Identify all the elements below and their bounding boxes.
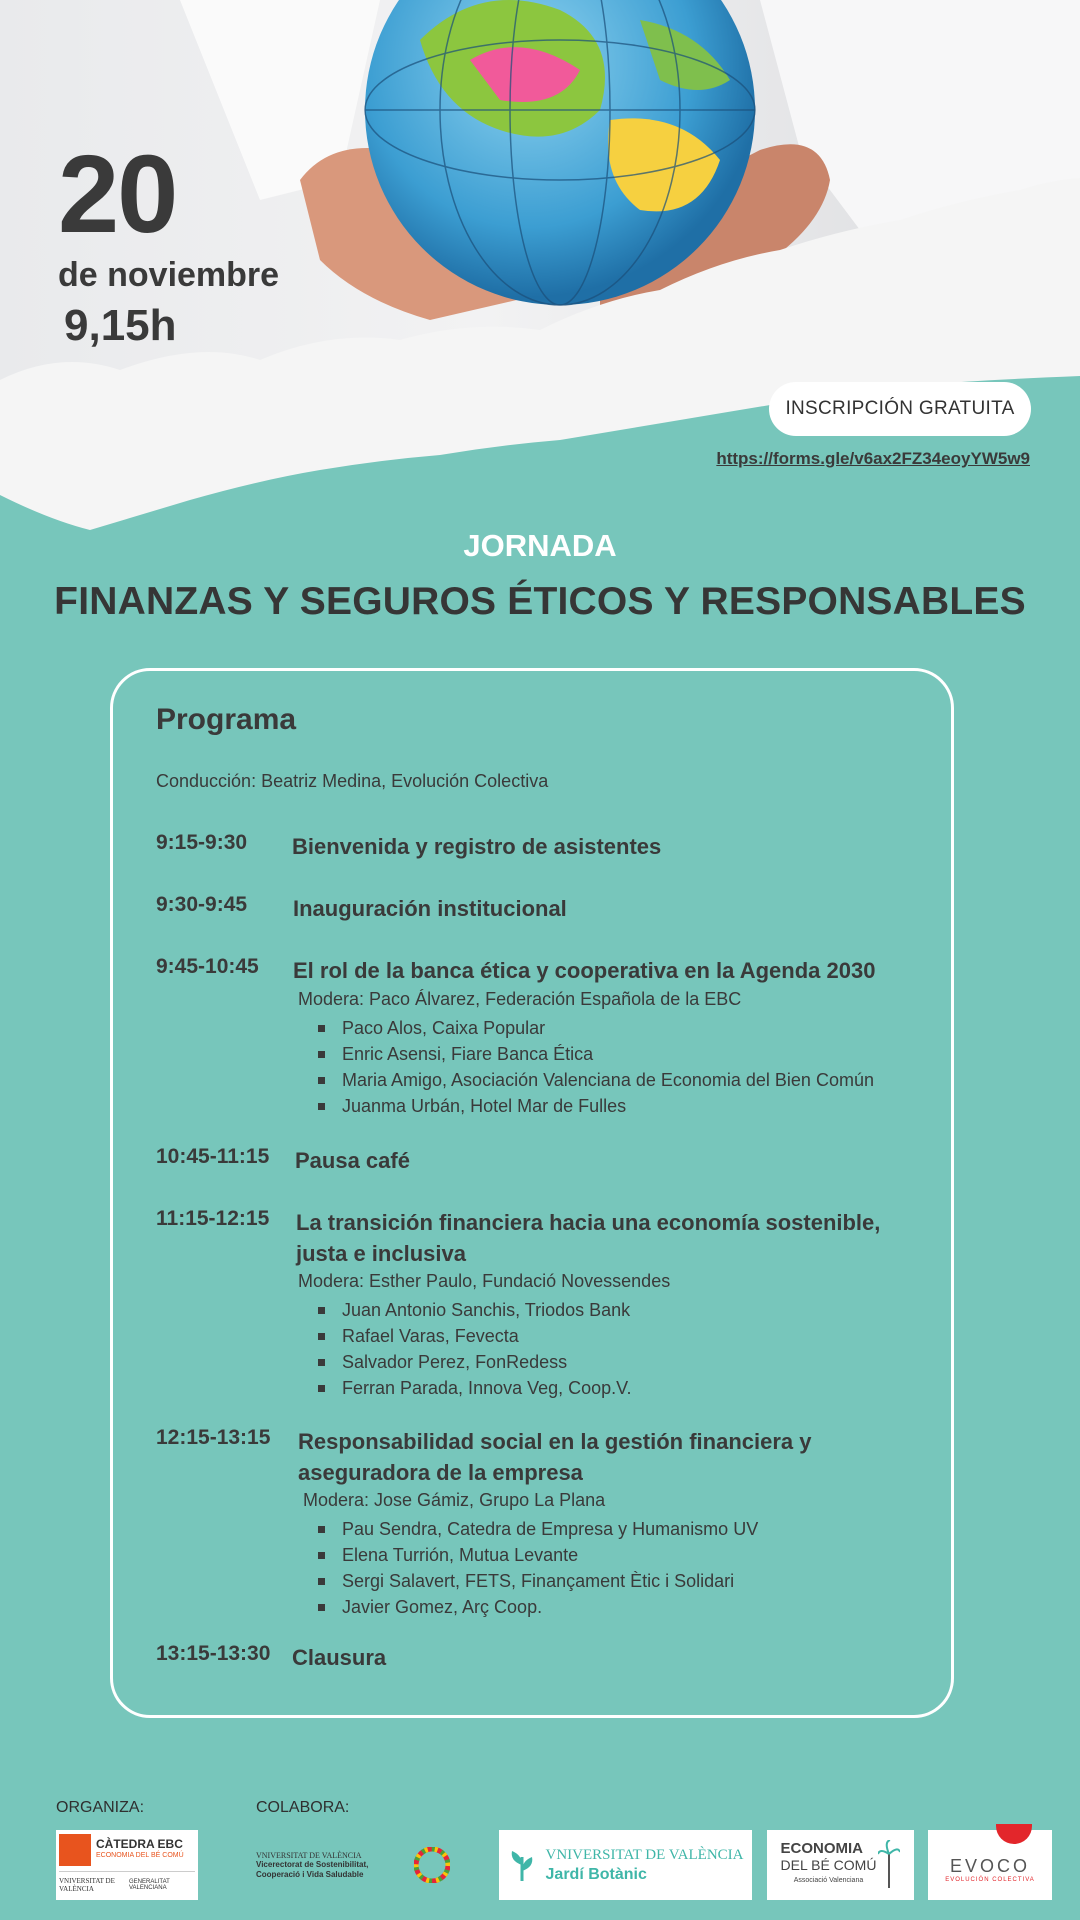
speaker-item: Elena Turrión, Mutua Levante [328,1542,758,1568]
vicerectorat-uv: VNIVERSITAT DE VALÈNCIA [256,1850,362,1860]
event-date [58,133,280,351]
slot-moderator: Modera: Jose Gámiz, Grupo La Plana [303,1490,606,1510]
catedra-subtitle: ECONOMIA DEL BÉ COMÚ [96,1851,184,1859]
date-month: de noviembre [58,256,280,294]
vicerectorat-label: Vicerectorat de Sostenibilitat, Cooperació i Vida Saludable [256,1859,369,1879]
slot-time: 13:15-13:30 [156,1642,271,1665]
speaker-item: Pau Sendra, Catedra de Empresa y Humanismo UV [328,1516,758,1542]
uv-label: VNIVERSITAT DE VALÈNCIA [59,1877,115,1893]
vicerectorat-logo [256,1830,466,1900]
speaker-item: Juanma Urbán, Hotel Mar de Fulles [328,1093,874,1119]
slot-title: Clausura [292,1645,387,1670]
slot-time: 12:15-13:15 [156,1426,271,1449]
slot-moderator: Modera: Paco Álvarez, Federación Española de la EBC [298,989,742,1009]
speaker-item: Rafael Varas, Fevecta [328,1323,632,1349]
speaker-item: Salvador Perez, FonRedess [328,1349,632,1375]
program-heading: Programa [156,703,297,736]
ebc-line1: ECONOMIA [780,1840,864,1857]
palm-tree-icon [878,1840,900,1890]
event-title: FINANZAS Y SEGUROS ÉTICOS Y RESPONSABLES [54,580,1026,623]
ebc-line2: DEL BÉ COMÚ [780,1857,877,1873]
speaker-item: Sergi Salavert, FETS, Finançament Ètic i Solidari [328,1568,758,1594]
sdg-wheel-icon [414,1847,450,1883]
slot-time: 9:45-10:45 [156,955,259,978]
slot-title: El rol de la banca ética y cooperativa en la Agenda 2030 [293,958,876,983]
speaker-item: Enric Asensi, Fiare Banca Ética [328,1041,874,1067]
catedra-ebc-logo [56,1830,198,1900]
speaker-item: Javier Gomez, Arç Coop. [328,1594,758,1620]
slot-time: 9:15-9:30 [156,831,248,854]
registration-button[interactable]: INSCRIPCIÓN GRATUITA [769,382,1031,436]
speaker-list [328,1516,758,1620]
date-time: 9,15h [64,301,177,350]
leaf-icon [508,1847,536,1883]
speaker-item: Ferran Parada, Innova Veg, Coop.V. [328,1375,632,1401]
colabora-label: COLABORA: [256,1799,350,1816]
evoco-logo [928,1830,1052,1900]
registration-link[interactable]: https://forms.gle/v6ax2FZ34eoyYW5w9 [716,449,1030,468]
slot-time: 11:15-12:15 [156,1207,270,1230]
slot-title: Bienvenida y registro de asistentes [292,834,662,859]
slot-title: La transición financiera hacia una economía sostenible, justa e inclusiva [296,1210,881,1266]
evoco-sun-icon [996,1824,1032,1844]
evoco-title: EVOCO [949,1855,1030,1876]
slot-moderator: Modera: Esther Paulo, Fundació Novessendes [298,1271,671,1291]
speaker-item: Paco Alos, Caixa Popular [328,1015,874,1041]
speaker-item: Maria Amigo, Asociación Valenciana de Economia del Bien Común [328,1067,874,1093]
program-card [110,668,954,1718]
slot-title: Inauguración institucional [293,896,567,921]
program-host: Conducción: Beatriz Medina, Evolución Colectiva [156,771,549,791]
ebc-logo [767,1830,914,1900]
catedra-icon [59,1834,91,1866]
slot-title: Pausa café [295,1148,410,1173]
hero-banner [0,0,1080,540]
event-kicker: JORNADA [463,528,617,563]
ebc-line3: Associació Valenciana [793,1877,864,1884]
date-day: 20 [58,133,177,256]
slot-title: Responsabilidad social en la gestión financiera y aseguradora de la empresa [298,1429,812,1485]
speaker-list [328,1015,874,1119]
speaker-list [328,1297,632,1401]
jardi-botanic-logo [499,1830,752,1900]
slot-time: 10:45-11:15 [156,1145,270,1168]
speaker-item: Juan Antonio Sanchis, Triodos Bank [328,1297,632,1323]
catedra-title: CÀTEDRA EBC [96,1836,183,1851]
evoco-subtitle: EVOLUCIÓN COLECTIVA [945,1876,1035,1883]
organiza-label: ORGANIZA: [56,1799,145,1816]
gva-label: GENERALITAT VALENCIANA [129,1879,170,1891]
jardi-line2: Jardí Botànic [545,1866,647,1883]
jardi-line1: VNIVERSITAT DE VALÈNCIA [545,1847,744,1863]
slot-time: 9:30-9:45 [156,893,248,916]
